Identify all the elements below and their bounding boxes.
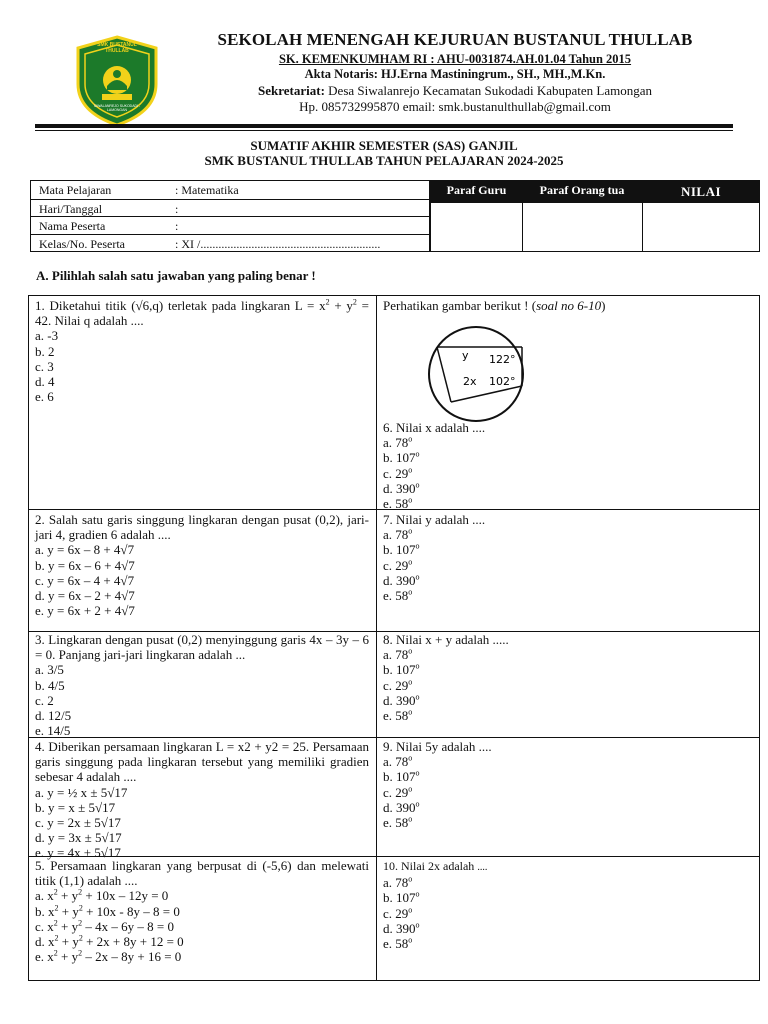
figure-label-2x: 2x	[463, 375, 477, 388]
answer-option[interactable]: d. 390$^o$	[383, 572, 420, 588]
answer-option[interactable]: d. 390$^o$	[383, 692, 420, 708]
question-stem: 7. Nilai y adalah ....	[383, 512, 486, 527]
answer-option[interactable]: b. y = 6x – 6 + 4√7	[35, 557, 135, 573]
question-stem: 2. Salah satu garis singgung lingkaran dengan pusat (0,2), jari-jari 4, gradien 6 adalah ....	[35, 512, 369, 543]
question-stem: 1. Diketahui titik (√6,q) terletak pada lingkaran $L = x^2 + y^2 = 42$. Nilai q adalah ....	[35, 297, 369, 329]
sekretariat	[170, 83, 740, 99]
question-stem: 4. Diberikan persamaan lingkaran L = x2 + y2 = 25. Persamaan garis singgung pada lingkaran tersebut yang memiliki gradien sebesar 4 adalah ....	[35, 739, 369, 785]
question-stem: 3. Lingkaran dengan pusat (0,2) menyinggung garis 4x – 3y – 6 = 0. Panjang jari-jari lingkaran adalah ...	[35, 632, 369, 663]
question-2	[35, 512, 369, 618]
circle-figure	[423, 326, 535, 424]
answer-option[interactable]: e. 58$^o$	[383, 707, 413, 724]
signature-table	[430, 180, 760, 252]
answer-option[interactable]: e. 58$^o$	[383, 814, 413, 831]
answer-option[interactable]: c. 2	[35, 692, 54, 708]
exam-title: SUMATIF AKHIR SEMESTER (SAS) GANJIL	[250, 138, 518, 153]
identity-row	[31, 200, 429, 217]
answer-option[interactable]: a. 78$^o$	[383, 434, 413, 451]
answer-option[interactable]: c. y = 2x ± 5√17	[35, 815, 121, 831]
answer-option[interactable]: d. 390$^o$	[383, 480, 420, 496]
question-8	[383, 632, 753, 723]
answer-option[interactable]: e. 58$^o$	[383, 587, 413, 604]
answer-option[interactable]: c. 3	[35, 358, 54, 374]
answer-option[interactable]: e. y = 4x ± 5√17	[35, 845, 121, 861]
nilai-cell[interactable]	[642, 181, 643, 251]
answer-option[interactable]: c. 29$^o$	[383, 905, 413, 921]
answer-option[interactable]: e. 6	[35, 389, 54, 405]
akta-notaris: Akta Notaris: HJ.Erna Mastiningrum., SH., MH.,M.Kn.	[304, 67, 606, 81]
answer-option[interactable]: d. y = 3x ± 5√17	[35, 830, 122, 846]
figure-intro: Perhatikan gambar berikut ! (soal no 6-10)	[383, 298, 606, 313]
logo-text: SMK BUSTANUL THULLAB	[97, 42, 137, 54]
answer-option[interactable]: c. 29$^o$	[383, 784, 413, 800]
answer-option[interactable]: d. 4	[35, 374, 55, 390]
answer-option[interactable]: b. 4/5	[35, 677, 65, 693]
answer-option[interactable]: b. 107$^o$	[383, 769, 420, 785]
identity-table	[30, 180, 430, 252]
answer-option[interactable]: d. y = 6x – 2 + 4√7	[35, 588, 135, 604]
answer-option[interactable]: d. $x^2 + y^2 + 2x + 8y + 12 = 0$	[35, 933, 184, 950]
answer-option[interactable]: b. y = x ± 5√17	[35, 799, 116, 815]
question-grid	[28, 295, 760, 981]
sekretariat-value: Desa Siwalanrejo Kecamatan Sukodadi Kabupaten Lamongan	[324, 83, 652, 98]
identity-value[interactable]: : Matematika	[175, 183, 239, 197]
question-10	[383, 858, 753, 951]
identity-value[interactable]: : XI /............................................................	[175, 237, 381, 251]
answer-option[interactable]: b. $x^2 + y^2 + 10x - 8y - 8 = 0$	[35, 903, 180, 919]
section-a-instruction: A. Pilihlah salah satu jawaban yang paling benar !	[36, 268, 316, 283]
question-1	[35, 298, 369, 404]
answer-option[interactable]: c. 29$^o$	[383, 465, 413, 481]
answer-option[interactable]: a. 78$^o$	[383, 526, 413, 543]
answer-option[interactable]: a. y = ½ x ± 5√17	[35, 784, 128, 800]
answer-option[interactable]: b. 107$^o$	[383, 890, 420, 906]
question-7	[383, 512, 753, 603]
identity-value[interactable]: :	[175, 219, 179, 233]
answer-option[interactable]: c. y = 6x – 4 + 4√7	[35, 572, 135, 588]
sk-number: SK. KEMENKUMHAM RI : AHU-0031874.AH.01.04 Tahun 2015	[278, 52, 632, 66]
question-stem: 6. Nilai x adalah ....	[383, 420, 486, 435]
figure-label-y: y	[462, 349, 469, 362]
paraf-ortu-header: Paraf Orang tua	[522, 181, 642, 203]
school-name: SEKOLAH MENENGAH KEJURUAN BUSTANUL THULLAB	[217, 30, 693, 49]
answer-option[interactable]: d. 390$^o$	[383, 920, 420, 936]
header-rule-thick	[35, 124, 733, 128]
identity-label: Kelas/No. Peserta	[39, 237, 125, 251]
question-4	[35, 739, 369, 861]
answer-option[interactable]: b. 107$^o$	[383, 662, 420, 678]
answer-option[interactable]: a. -3	[35, 328, 59, 344]
paraf-ortu-cell[interactable]	[522, 181, 523, 251]
identity-value[interactable]: :	[175, 202, 179, 216]
answer-option[interactable]: a. 78$^o$	[383, 646, 413, 663]
answer-option[interactable]: d. 12/5	[35, 708, 72, 724]
answer-option[interactable]: e. 14/5	[35, 723, 71, 739]
question-stem: 5. Persamaan lingkaran yang berpusat di (-5,6) dan melewati titik (1,1) adalah ....	[35, 858, 369, 889]
question-9	[383, 739, 753, 830]
answer-option[interactable]: b. 107$^o$	[383, 542, 420, 558]
identity-label: Nama Peserta	[39, 219, 106, 233]
answer-option[interactable]: a. 78$^o$	[383, 874, 413, 891]
answer-option[interactable]: a. y = 6x – 8 + 4√7	[35, 542, 135, 558]
identity-row	[31, 181, 429, 200]
answer-option[interactable]: c. 29$^o$	[383, 557, 413, 573]
question-3	[35, 632, 369, 738]
identity-label: Mata Pelajaran	[39, 183, 112, 197]
answer-option[interactable]: e. y = 6x + 2 + 4√7	[35, 603, 135, 619]
identity-row	[31, 217, 429, 235]
question-stem: 9. Nilai 5y adalah ....	[383, 739, 492, 754]
answer-option[interactable]: c. $x^2 + y^2 - 4x - 6y - 8 = 0$	[35, 918, 174, 934]
identity-label: Hari/Tanggal	[39, 202, 103, 216]
figure-label-102: 102°	[489, 375, 516, 388]
exam-subtitle: SMK BUSTANUL THULLAB TAHUN PELAJARAN 2024-2025	[204, 153, 564, 168]
answer-option[interactable]: b. 107$^o$	[383, 450, 420, 466]
contact-info: Hp. 085732995870 email: smk.bustanulthullab@gmail.com	[299, 99, 611, 114]
question-stem: 8. Nilai x + y adalah .....	[383, 632, 509, 647]
nilai-header: NILAI	[642, 181, 760, 203]
grid-divider	[376, 296, 377, 980]
question-6	[383, 420, 753, 511]
identity-row	[31, 235, 429, 252]
answer-option[interactable]: a. 78$^o$	[383, 753, 413, 770]
answer-option[interactable]: b. 2	[35, 343, 55, 359]
answer-option[interactable]: d. 390$^o$	[383, 799, 420, 815]
answer-option[interactable]: e. $x^2 + y^2 - 2x - 8y + 16 = 0$	[35, 948, 182, 965]
figure-label-122: 122°	[489, 353, 516, 366]
logo-subtext: SIWALANREJO SUKODADI - LAMONGAN	[93, 104, 141, 112]
question-stem: 10. Nilai 2x adalah ....	[383, 859, 488, 873]
question-5	[35, 858, 369, 964]
answer-option[interactable]: a. 3/5	[35, 662, 64, 678]
paraf-guru-header: Paraf Guru	[431, 181, 522, 203]
answer-option[interactable]: a. $x^2 + y^2 + 10x - 12y = 0$	[35, 888, 169, 904]
sekretariat-label: Sekretariat:	[258, 83, 325, 98]
answer-option[interactable]: e. 58$^o$	[383, 495, 413, 512]
answer-option[interactable]: c. 29$^o$	[383, 677, 413, 693]
answer-option[interactable]: e. 58$^o$	[383, 935, 413, 952]
header-rule-thin	[35, 130, 733, 131]
